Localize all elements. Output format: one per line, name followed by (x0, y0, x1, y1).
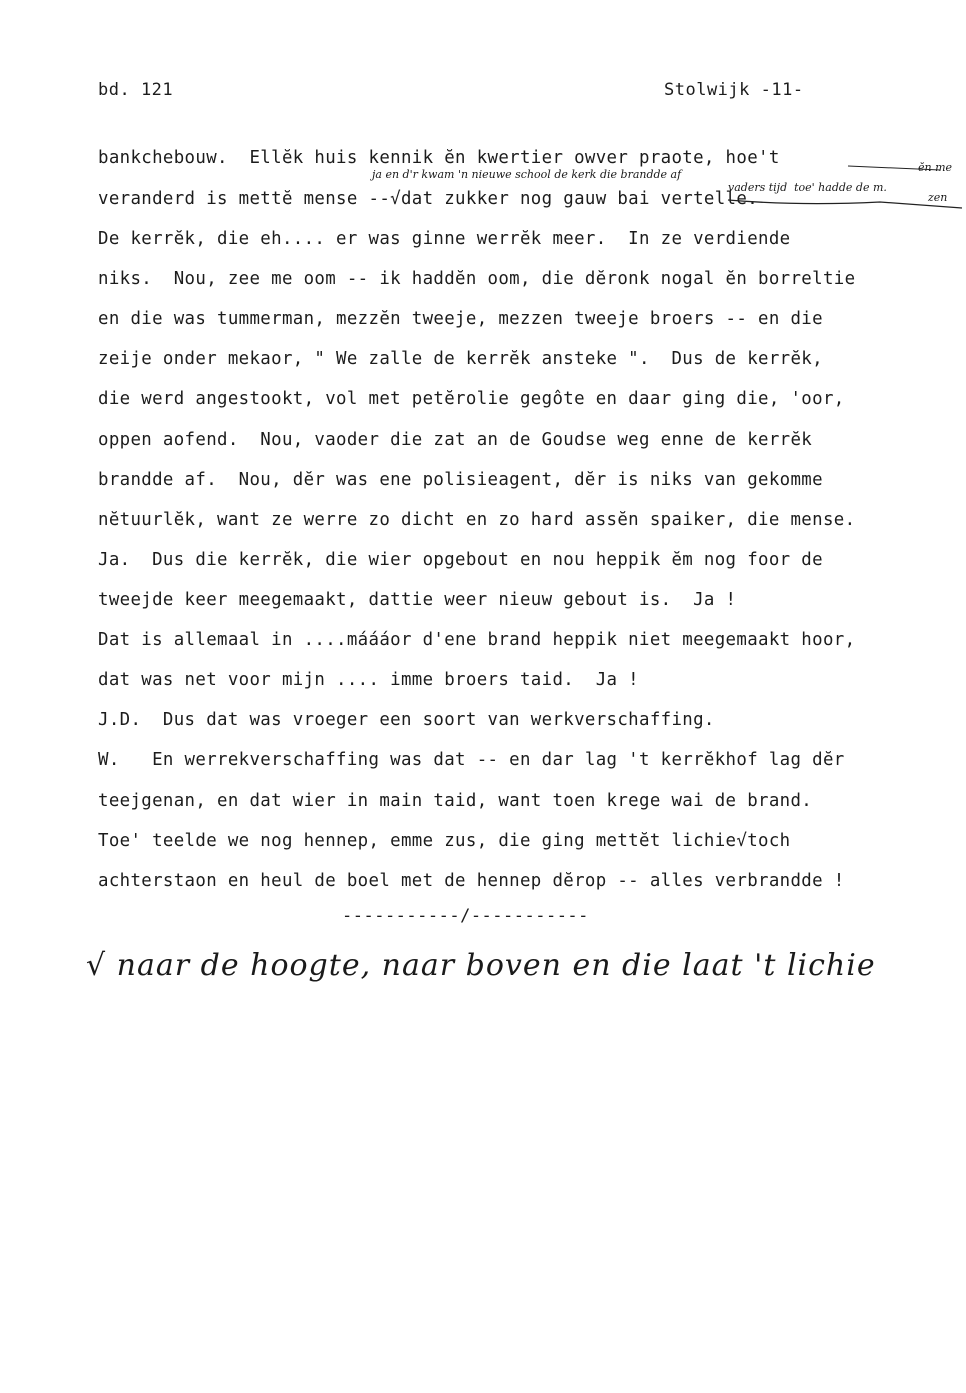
text-line: De kerrĕk, die eh.... er was ginne werrĕk meer. In ze verdiende (98, 229, 791, 249)
text-line: zeije onder mekaor, " We zalle de kerrĕk ansteke ". Dus de kerrĕk, (98, 349, 823, 369)
handwritten-insert: vaders tijd toe' hadde de m. (728, 181, 887, 194)
page-number: bd. 121 (98, 80, 174, 100)
text-line: Dat is allemaal in ....máááor d'ene brand heppik niet meegemaakt hoor, (98, 630, 856, 650)
text-line: oppen aofend. Nou, vaoder die zat an de Goudse weg enne de kerrĕk (98, 430, 813, 450)
text-line: tweejde keer meegemaakt, dattie weer nieuw gebout is. Ja ! (98, 590, 737, 610)
text-line: W. En werrekverschaffing was dat -- en dar lag 't kerrĕkhof lag dĕr (98, 750, 845, 770)
text-line: veranderd is mettĕ mense --√dat zukker nog gauw bai vertelle. (98, 189, 759, 209)
document-reference: Stolwijk -11- (664, 80, 804, 100)
text-line: achterstaon en heul de boel met de hennep dĕrop -- alles verbrandde ! (98, 871, 845, 891)
text-line: bankchebouw. Ellĕk huis kennik ĕn kwertier owver praote, hoe't (98, 148, 780, 168)
text-line: en die was tummerman, mezzĕn tweeje, mezzen tweeje broers -- en die (98, 309, 823, 329)
handwritten-insert: ja en d'r kwam 'n nieuwe school de kerk die brandde af (372, 168, 682, 181)
text-line: nĕtuurlĕk, want ze werre zo dicht en zo hard assĕn spaiker, die mense. (98, 510, 856, 530)
text-line: J.D. Dus dat was vroeger een soort van werkverschaffing. (98, 710, 715, 730)
section-divider: -----------/----------- (342, 906, 589, 926)
text-line: Ja. Dus die kerrĕk, die wier opgebout en nou heppik ĕm nog foor de (98, 550, 823, 570)
handwritten-margin-note: zen (928, 191, 948, 204)
handwritten-margin-note: ĕn me (918, 161, 953, 174)
handwritten-footnote: √ naar de hoogte, naar boven en die laat 't lichie (86, 948, 876, 983)
text-line: dat was net voor mijn .... imme broers taid. Ja ! (98, 670, 640, 690)
text-line: niks. Nou, zee me oom -- ik haddĕn oom, die dĕronk nogal ĕn borreltie (98, 269, 856, 289)
text-line: die werd angestookt, vol met petĕrolie gegôte en daar ging die, 'oor, (98, 389, 845, 409)
text-line: brandde af. Nou, dĕr was ene polisieagent, dĕr is niks van gekomme (98, 470, 823, 490)
text-line: teejgenan, en dat wier in main taid, want toen krege wai de brand. (98, 791, 813, 811)
text-line: Toe' teelde we nog hennep, emme zus, die ging mettĕt lichie√toch (98, 831, 791, 851)
